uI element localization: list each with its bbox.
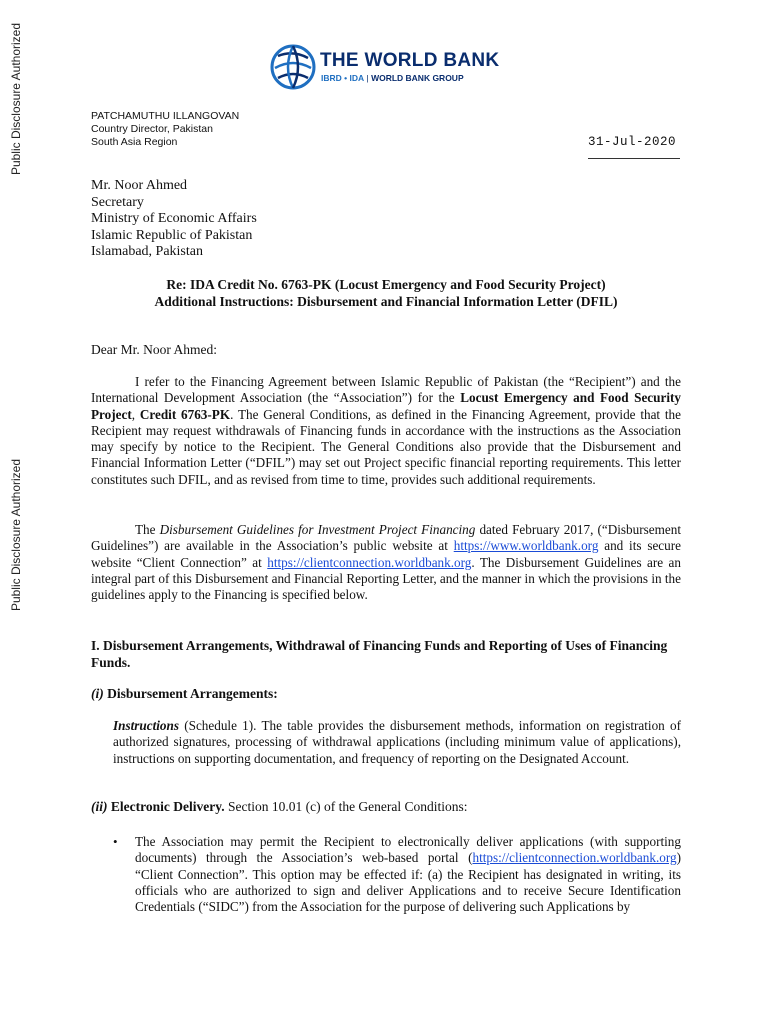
recipient-org: Ministry of Economic Affairs bbox=[91, 211, 257, 226]
subject-line-2: Additional Instructions: Disbursement and Financial Information Letter (DFIL) bbox=[154, 294, 618, 309]
instructions-paragraph: Instructions (Schedule 1). The table provides the disbursement methods, information on registration of authorized signatures, processing of withdrawal applications (including minimum value of applications), instructions on supporting documentation, and frequency of reporting on the Designated Account. bbox=[113, 718, 681, 766]
sender-name: PATCHAMUTHU ILLANGOVAN bbox=[91, 110, 240, 122]
sender-block bbox=[91, 110, 239, 149]
salutation: Dear Mr. Noor Ahmed: bbox=[91, 342, 217, 357]
logo-subtitle: IBRD • IDA | WORLD BANK GROUP bbox=[321, 73, 464, 83]
section-heading: I. Disbursement Arrangements, Withdrawal of Financing Funds and Reporting of Uses of Financing Funds. bbox=[91, 638, 668, 670]
paragraph-guidelines: The Disbursement Guidelines for Investment Project Financing dated February 2017, (“Disbursement Guidelines”) are available in the Association’s public website at https://www.worldbank.org and its secure website “Client Connection” at https://clientconnection.worldbank.org. The Disbursement Guidelines are an integral part of this Disbursement and Financial Reporting Letter, and the manner in which the provisions in the guidelines apply to the Financing is specified below. bbox=[91, 522, 681, 603]
date-underline bbox=[588, 158, 680, 159]
recipient-name: Mr. Noor Ahmed bbox=[91, 178, 188, 193]
subject-line-1: Re: IDA Credit No. 6763-PK (Locust Emergency and Food Security Project) bbox=[166, 277, 606, 292]
client-connection-link[interactable]: https://clientconnection.worldbank.org bbox=[472, 850, 677, 866]
list-item: • The Association may permit the Recipient to electronically deliver applications (with supporting documents) through the Association’s web-based portal (https://clientconnection.worldbank.org) “Client Connection”. This option may be effected if: (a) the Recipient has designated in writing, its officials who are authorized to sign and deliver Applications and to receive Secure Identification Credentials (“SIDC”) from the Association for the purpose of delivering such Applications by bbox=[113, 834, 681, 915]
recipient-title: Secretary bbox=[91, 194, 144, 210]
disclosure-label-middle: Public Disclosure Authorized bbox=[9, 458, 23, 612]
letter-date: 31-Jul-2020 bbox=[588, 135, 677, 149]
subsection-disbursement-arrangements: (i) Disbursement Arrangements: bbox=[91, 686, 278, 701]
disclosure-label-top: Public Disclosure Authorized bbox=[9, 22, 23, 176]
client-connection-link[interactable]: https://clientconnection.worldbank.org bbox=[267, 554, 472, 570]
recipient-city: Islamabad, Pakistan bbox=[91, 244, 203, 259]
globe-icon bbox=[270, 44, 316, 90]
recipient-address bbox=[91, 178, 257, 261]
recipient-country: Islamic Republic of Pakistan bbox=[91, 227, 253, 243]
subject-line bbox=[91, 276, 681, 310]
sender-region: South Asia Region bbox=[91, 136, 178, 148]
subsection-electronic-delivery: (ii) Electronic Delivery. Section 10.01 (c) of the General Conditions: bbox=[91, 799, 468, 814]
sender-title: Country Director, Pakistan bbox=[91, 123, 213, 135]
world-bank-logo bbox=[270, 44, 510, 92]
worldbank-website-link[interactable]: https://www.worldbank.org bbox=[453, 538, 599, 554]
logo-name: THE WORLD BANK bbox=[320, 50, 500, 71]
bullet-icon: • bbox=[113, 834, 118, 849]
paragraph-intro: I refer to the Financing Agreement between Islamic Republic of Pakistan (the “Recipient”) and the International Development Association (the “Association”) for the Locust Emergency and Food Security Project, Credit 6763-PK. The General Conditions, as defined in the Financing Agreement, provide that the Recipient may request withdrawals of Financing funds in accordance with the instructions as the Association may specify by notice to the Recipient. The General Conditions also provide that the Disbursement and Financial Information Letter (“DFIL”) may set out Project specific financial reporting requirements. This letter constitutes such DFIL, and as revised from time to time, provides such additional requirements. bbox=[91, 374, 682, 487]
